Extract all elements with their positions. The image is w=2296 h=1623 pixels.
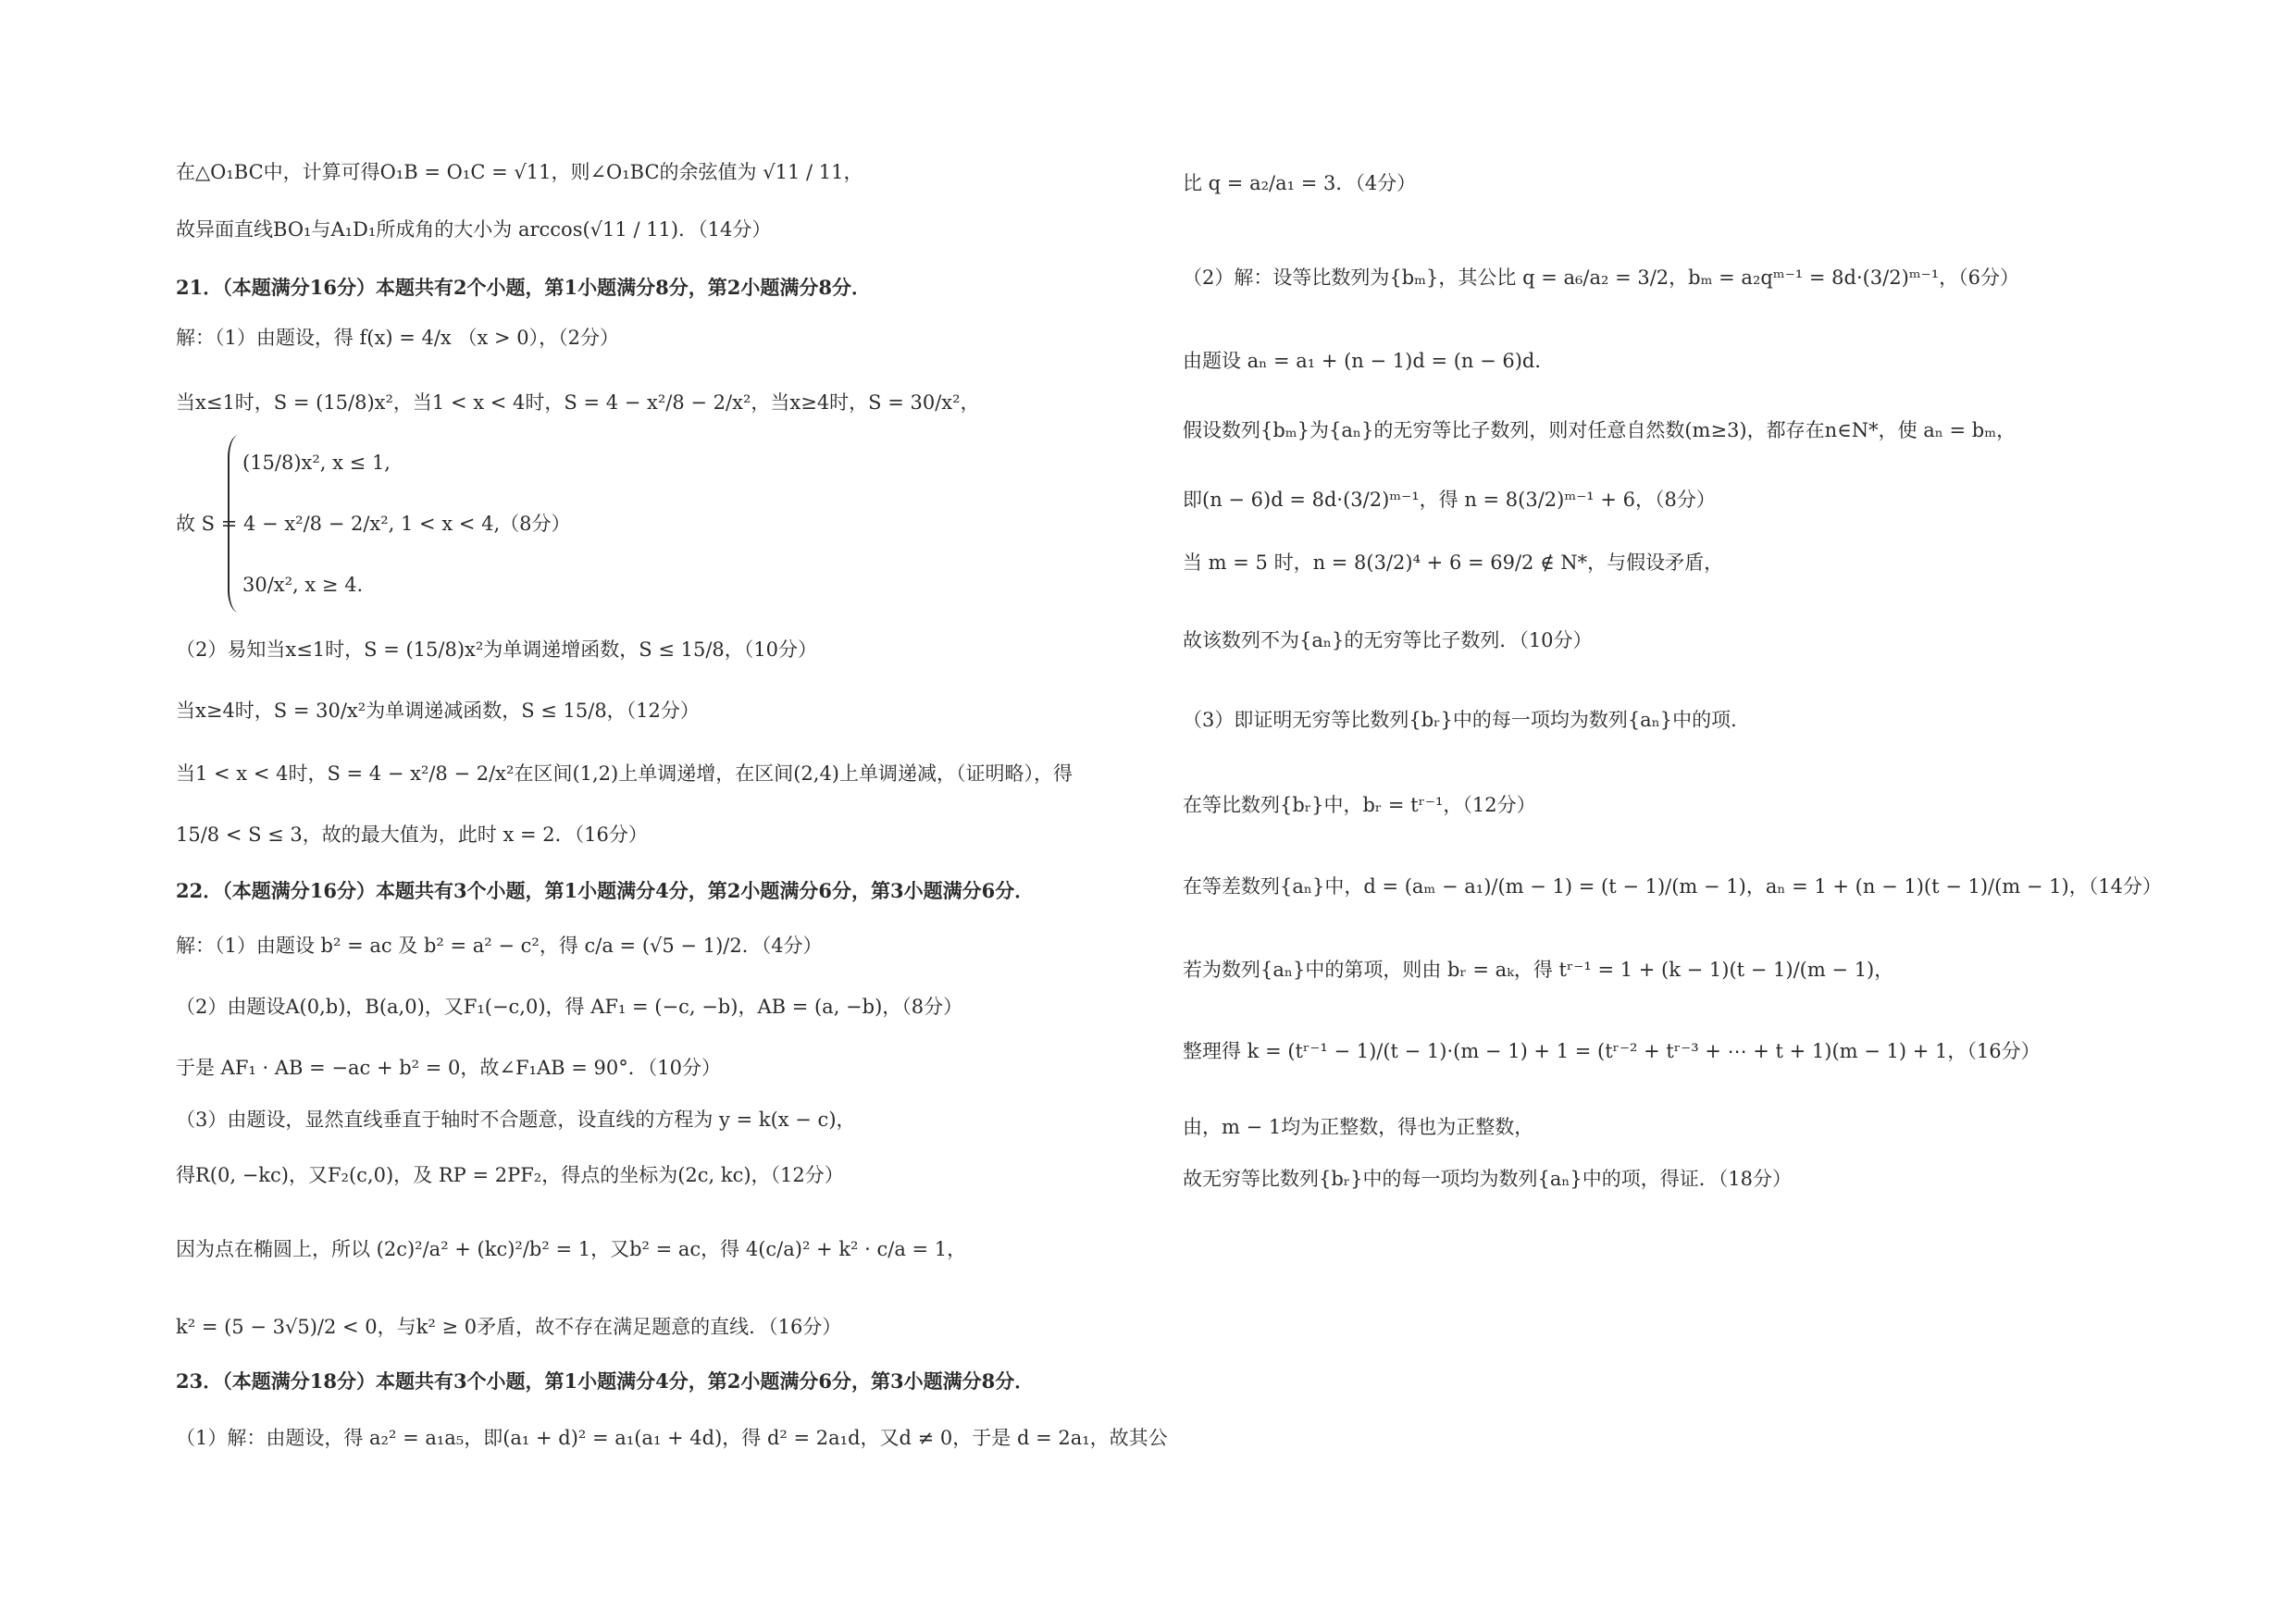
text-line: 在△O₁BC中，计算可得O₁B = O₁C = √11，则∠O₁BC的余弦值为 √11 / 11， bbox=[176, 161, 863, 183]
text-line: （3）由题设，显然直线垂直于轴时不合题意，设直线的方程为 y = k(x − c)， bbox=[176, 1109, 856, 1131]
text-line: 得R(0, −kc)，又F₂(c,0)，及 RP = 2PF₂，得点的坐标为(2c, kc)，（12分） bbox=[176, 1164, 844, 1186]
text-line: （1）解：由题设，得 a₂² = a₁a₅，即(a₁ + d)² = a₁(a₁ + 4d)，得 d² = 2a₁d，又d ≠ 0，于是 d = 2a₁，故其公 bbox=[176, 1427, 1168, 1449]
text-line: 于是 AF₁ · AB = −ac + b² = 0，故∠F₁AB = 90°．（10分） bbox=[176, 1057, 721, 1079]
text-line: 当x≤1时，S = (15/8)x²，当1 < x < 4时，S = 4 − x²/8 − 2/x²，当x≥4时，S = 30/x²， bbox=[176, 391, 980, 414]
text-line: （2）解：设等比数列为{bₘ}，其公比 q = a₆/a₂ = 3/2，bₘ = a₂qᵐ⁻¹ = 8d·(3/2)ᵐ⁻¹，（6分） bbox=[1183, 266, 2020, 289]
text-line: 故无穷等比数列{bᵣ}中的每一项均为数列{aₙ}中的项，得证．（18分） bbox=[1183, 1168, 1793, 1190]
text-line: （3）即证明无穷等比数列{bᵣ}中的每一项均为数列{aₙ}中的项． bbox=[1183, 709, 1751, 731]
piecewise-case: 故 S = 4 − x²/8 − 2/x², 1 < x < 4,（8分） bbox=[176, 513, 571, 535]
piecewise-case: (15/8)x², x ≤ 1, bbox=[242, 452, 391, 474]
problem-heading: 21．（本题满分16分）本题共有2个小题，第1小题满分8分，第2小题满分8分． bbox=[176, 276, 872, 299]
text-line: 当x≥4时，S = 30/x²为单调递减函数，S ≤ 15/8，（12分） bbox=[176, 700, 700, 722]
piecewise-case: 30/x², x ≥ 4. bbox=[242, 574, 364, 596]
problem-heading: 22．（本题满分16分）本题共有3个小题，第1小题满分4分，第2小题满分6分，第3小题满分6分． bbox=[176, 879, 1035, 902]
text-line: k² = (5 − 3√5)/2 < 0，与k² ≥ 0矛盾，故不存在满足题意的直线．（16分） bbox=[176, 1316, 842, 1338]
text-line: 15/8 < S ≤ 3，故的最大值为，此时 x = 2．（16分） bbox=[176, 824, 648, 846]
text-line: 若为数列{aₙ}中的第项，则由 bᵣ = aₖ，得 tʳ⁻¹ = 1 + (k − 1)(t − 1)/(m − 1)， bbox=[1183, 959, 1894, 981]
text-line: 解：（1）由题设，得 f(x) = 4/x （x > 0），（2分） bbox=[176, 327, 619, 349]
text-line: 在等比数列{bᵣ}中，bᵣ = tʳ⁻¹，（12分） bbox=[1183, 794, 1536, 816]
text-line: 当1 < x < 4时，S = 4 − x²/8 − 2/x²在区间(1,2)上单调递增，在区间(2,4)上单调递减，（证明略），得 bbox=[176, 762, 1074, 785]
text-line: 当 m = 5 时，n = 8(3/2)⁴ + 6 = 69/2 ∉ N*，与假设矛盾， bbox=[1183, 551, 1724, 574]
text-line: 在等差数列{aₙ}中，d = (aₘ − a₁)/(m − 1) = (t − 1)/(m − 1)，aₙ = 1 + (n − 1)(t − 1)/(m − 1)，（14分） bbox=[1183, 875, 2162, 898]
problem-heading: 23．（本题满分18分）本题共有3个小题，第1小题满分4分，第2小题满分6分，第3小题满分8分． bbox=[176, 1369, 1035, 1393]
text-line: 假设数列{bₘ}为{aₙ}的无穷等比子数列，则对任意自然数(m≥3)，都存在n∈N*，使 aₙ = bₘ， bbox=[1183, 419, 2017, 441]
text-line: 故该数列不为{aₙ}的无穷等比子数列．（10分） bbox=[1183, 629, 1593, 651]
text-line: 由，m − 1均为正整数，得也为正整数， bbox=[1183, 1116, 1534, 1138]
text-line: 比 q = a₂/a₁ = 3．（4分） bbox=[1183, 172, 1417, 194]
text-line: 即(n − 6)d = 8d·(3/2)ᵐ⁻¹，得 n = 8(3/2)ᵐ⁻¹ + 6，（8分） bbox=[1183, 489, 1716, 511]
text-line: 整理得 k = (tʳ⁻¹ − 1)/(t − 1)·(m − 1) + 1 = (tʳ⁻² + tʳ⁻³ + ⋯ + t + 1)(m − 1) + 1，（16分） bbox=[1183, 1040, 2041, 1062]
text-line: （2）易知当x≤1时，S = (15/8)x²为单调递增函数，S ≤ 15/8，（10分） bbox=[176, 638, 818, 661]
text-line: 因为点在椭圆上，所以 (2c)²/a² + (kc)²/b² = 1，又b² = ac，得 4(c/a)² + k² · c/a = 1， bbox=[176, 1238, 967, 1260]
text-line: 解：（1）由题设 b² = ac 及 b² = a² − c²，得 c/a = (√5 − 1)/2．（4分） bbox=[176, 935, 823, 957]
text-line: 故异面直线BO₁与A₁D₁所成角的大小为 arccos(√11 / 11)．（14分） bbox=[176, 218, 772, 241]
text-line: （2）由题设A(0,b)，B(a,0)，又F₁(−c,0)，得 AF₁ = (−c, −b)，AB = (a, −b)，（8分） bbox=[176, 996, 963, 1018]
text-line: 由题设 aₙ = a₁ + (n − 1)d = (n − 6)d． bbox=[1183, 350, 1555, 372]
